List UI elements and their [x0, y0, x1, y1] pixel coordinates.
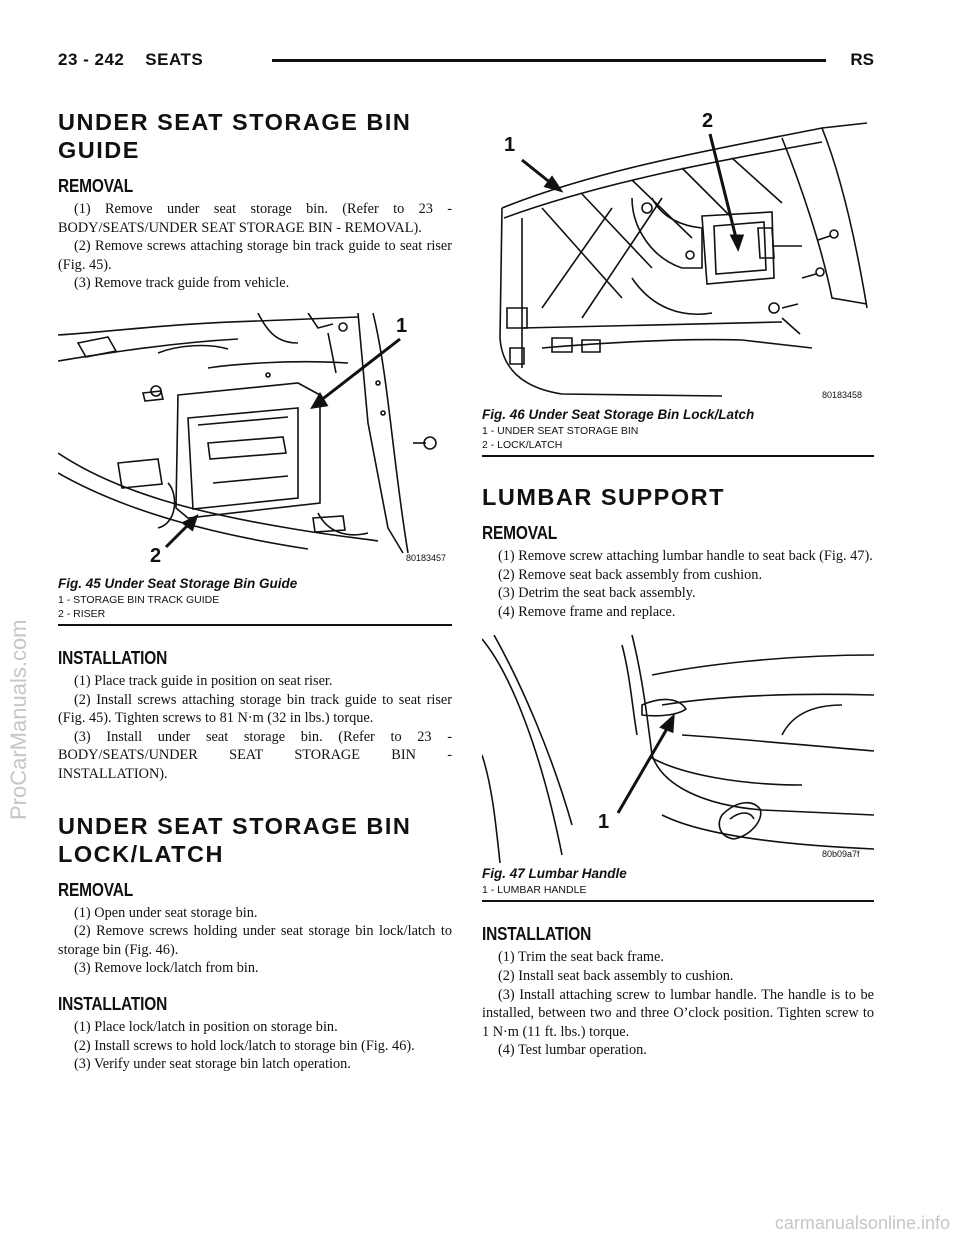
installation-heading: INSTALLATION: [58, 993, 168, 1014]
step: (1) Place track guide in position on seat riser.: [74, 672, 333, 689]
fig45-illustration: [58, 313, 452, 573]
page-number-section: 23 - 242 SEATS: [58, 50, 204, 69]
step: (3) Remove track guide from vehicle.: [74, 275, 290, 292]
callout-2: 2: [702, 110, 714, 132]
section-title-storage-bin-lock-latch: UNDER SEAT STORAGE BIN LOCK/LATCH: [58, 812, 412, 867]
figure-rule: [482, 900, 874, 902]
callout-1: 1: [504, 134, 516, 156]
header-rule: [272, 59, 826, 62]
step: (3) Detrim the seat back assembly.: [498, 585, 696, 602]
figure-caption: Fig. 47 Lumbar Handle: [482, 866, 627, 882]
step: (4) Test lumbar operation.: [498, 1042, 647, 1059]
figure-47: [482, 635, 874, 902]
installation-heading: INSTALLATION: [58, 647, 168, 668]
page-header: [58, 50, 874, 70]
figure-legend: [482, 424, 874, 452]
step: (1) Place lock/latch in position on storage bin.: [74, 1018, 338, 1035]
step: (3) Install attaching screw to lumbar handle. The handle is to be installed, between two and three O’clock position. Tighten screw to 1 N·m (11 ft. lbs.) torque.: [482, 986, 874, 1040]
right-column: [482, 108, 874, 1060]
step: (1) Remove screw attaching lumbar handle to seat back (Fig. 47).: [498, 548, 873, 564]
legend-item: 1 - LUMBAR HANDLE: [482, 884, 587, 897]
removal-heading: REMOVAL: [58, 176, 134, 196]
figure-code: 80b09a7f: [822, 849, 860, 860]
step: (2) Remove screws attaching storage bin track guide to seat riser (Fig. 45).: [58, 238, 452, 273]
fig46-illustration: [482, 108, 874, 404]
watermark-bottom: carmanualsonline.info: [774, 1213, 950, 1233]
header-code: RS: [850, 50, 874, 69]
callout-2: 2: [150, 544, 162, 567]
step: (1) Open under seat storage bin.: [74, 904, 258, 921]
step: (2) Install seat back assembly to cushion.: [498, 967, 734, 984]
step: (3) Remove lock/latch from bin.: [74, 960, 259, 977]
step: (4) Remove frame and replace.: [498, 603, 676, 620]
step: (2) Remove screws holding under seat storage bin lock/latch to storage bin (Fig. 46).: [58, 923, 452, 958]
installation-heading: INSTALLATION: [482, 924, 592, 945]
step: (3) Verify under seat storage bin latch operation.: [74, 1056, 351, 1073]
step: (1) Trim the seat back frame.: [498, 949, 664, 966]
removal-heading: REMOVAL: [58, 879, 134, 900]
legend-item: 2 - RISER: [58, 607, 106, 620]
figure-46: [482, 108, 874, 457]
left-column: [58, 108, 452, 1074]
figure-code: 80183457: [406, 552, 447, 563]
callout-1: 1: [598, 811, 610, 834]
removal-heading: REMOVAL: [482, 523, 558, 543]
watermark-side: ProCarManuals.com: [6, 619, 31, 820]
figure-code: 80183458: [822, 390, 863, 400]
step: (1) Remove under seat storage bin. (Refer to 23 - BODY/SEATS/UNDER SEAT STORAGE BIN - REMOVAL).: [58, 201, 452, 236]
legend-item: 1 - UNDER SEAT STORAGE BIN: [482, 425, 639, 437]
legend-item: 1 - STORAGE BIN TRACK GUIDE: [58, 593, 220, 606]
step: (2) Remove seat back assembly from cushion.: [498, 566, 763, 583]
step: (3) Install under seat storage bin. (Refer to 23 - BODY/SEATS/UNDER SEAT STORAGE BIN - INSTALLATION).: [58, 728, 452, 782]
section-title-storage-bin-guide: UNDER SEAT STORAGE BIN GUIDE: [58, 109, 412, 163]
fig47-illustration: [482, 635, 874, 863]
figure-legend: [482, 883, 874, 897]
step: (2) Install screws attaching storage bin track guide to seat riser (Fig. 45). Tighten screws to 81 N·m (32 in lbs.) torque.: [58, 691, 452, 727]
figure-legend: [58, 593, 452, 621]
figure-rule: [58, 624, 452, 626]
figure-45: [58, 313, 452, 626]
figure-caption: Fig. 45 Under Seat Storage Bin Guide: [58, 575, 298, 591]
figure-rule: [482, 455, 874, 457]
callout-1: 1: [396, 314, 408, 337]
legend-item: 2 - LOCK/LATCH: [482, 439, 563, 451]
section-title-lumbar-support: LUMBAR SUPPORT: [482, 484, 725, 510]
figure-caption: Fig. 46 Under Seat Storage Bin Lock/Latch: [482, 407, 755, 422]
step: (2) Install screws to hold lock/latch to storage bin (Fig. 46).: [74, 1037, 415, 1054]
